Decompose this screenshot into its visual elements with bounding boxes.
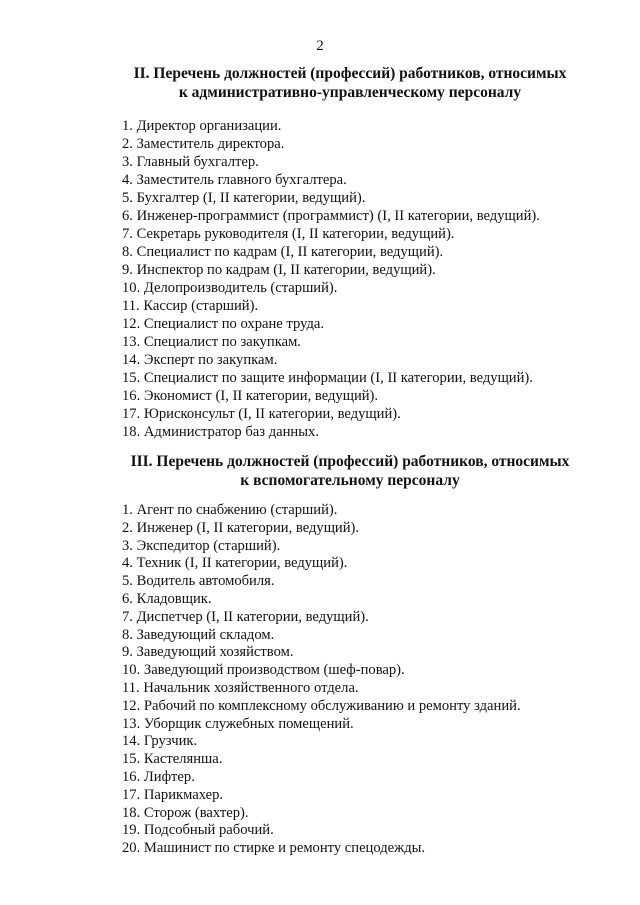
list-item: 19. Подсобный рабочий.: [122, 822, 274, 839]
section-3-heading-line-1: III. Перечень должностей (профессий) работников, относимых: [130, 453, 570, 470]
list-item: 4. Заместитель главного бухгалтера.: [122, 172, 347, 188]
list-item: 20. Машинист по стирке и ремонту спецодежды.: [122, 840, 426, 857]
list-item: 7. Секретарь руководителя (I, II категории, ведущий).: [122, 226, 455, 242]
list-item: 5. Водитель автомобиля.: [122, 573, 275, 590]
list-item: 17. Юрисконсульт (I, II категории, ведущий).: [122, 406, 401, 422]
list-item: 15. Кастелянша.: [122, 751, 223, 768]
list-item: 1. Агент по снабжению (старший).: [122, 502, 338, 518]
list-item: 3. Экспедитор (старший).: [122, 537, 281, 554]
list-item: 11. Кассир (старший).: [122, 298, 259, 314]
list-item: 6. Инженер-программист (программист) (I, II категории, ведущий).: [122, 208, 540, 224]
section-2-list: [122, 117, 540, 441]
list-item: 13. Уборщик служебных помещений.: [122, 715, 354, 732]
section-2-heading-line-1: II. Перечень должностей (профессий) работников, относимых: [133, 65, 567, 82]
list-item: 2. Инженер (I, II категории, ведущий).: [122, 519, 360, 536]
list-item: 16. Лифтер.: [122, 768, 195, 785]
list-item: 2. Заместитель директора.: [122, 136, 285, 152]
list-item: 7. Диспетчер (I, II категории, ведущий).: [122, 608, 369, 625]
list-item: 6. Кладовщик.: [122, 590, 212, 607]
section-3-heading: [60, 452, 640, 490]
list-item: 17. Парикмахер.: [122, 786, 224, 803]
list-item: 16. Экономист (I, II категории, ведущий).: [122, 388, 379, 404]
list-item: 9. Заведующий хозяйством.: [122, 644, 294, 661]
list-item: 8. Заведующий складом.: [122, 626, 275, 643]
list-item: 14. Грузчик.: [122, 733, 198, 750]
list-item: 3. Главный бухгалтер.: [122, 154, 259, 170]
section-3-heading-line-2: к вспомогательному персоналу: [240, 472, 460, 489]
list-item: 1. Директор организации.: [122, 118, 282, 134]
list-item: 12. Рабочий по комплексному обслуживанию и ремонту зданий.: [122, 697, 521, 714]
section-3-list: [122, 502, 521, 858]
list-item: 15. Специалист по защите информации (I, II категории, ведущий).: [122, 370, 533, 386]
list-item: 9. Инспектор по кадрам (I, II категории, ведущий).: [122, 262, 436, 278]
list-item: 13. Специалист по закупкам.: [122, 334, 301, 350]
list-item: 18. Сторож (вахтер).: [122, 804, 249, 821]
list-item: 10. Заведующий производством (шеф-повар).: [122, 662, 405, 679]
page-number: 2: [316, 38, 324, 54]
list-item: 8. Специалист по кадрам (I, II категории, ведущий).: [122, 244, 444, 260]
list-item: 18. Администратор баз данных.: [122, 424, 319, 440]
list-item: 10. Делопроизводитель (старший).: [122, 280, 338, 296]
list-item: 11. Начальник хозяйственного отдела.: [122, 679, 359, 696]
list-item: 4. Техник (I, II категории, ведущий).: [122, 555, 348, 572]
list-item: 14. Эксперт по закупкам.: [122, 352, 278, 368]
list-item: 12. Специалист по охране труда.: [122, 316, 325, 332]
section-2-heading: [60, 64, 640, 102]
list-item: 5. Бухгалтер (I, II категории, ведущий).: [122, 190, 366, 206]
section-2-heading-line-2: к административно-управленческому персоналу: [178, 84, 522, 101]
